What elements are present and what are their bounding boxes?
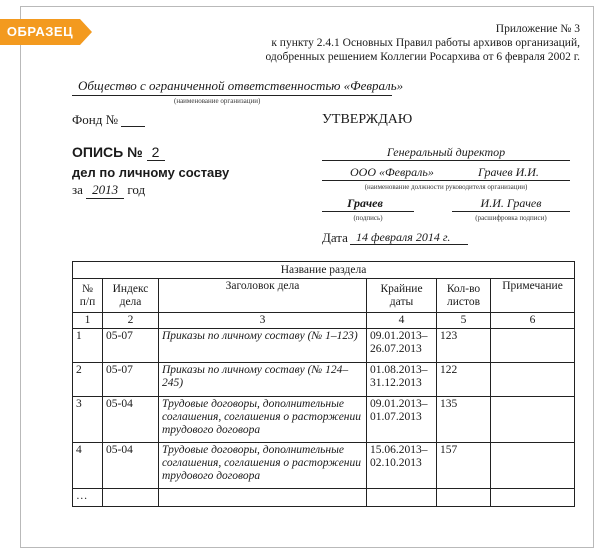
row-note	[491, 363, 575, 397]
signatory-position: Генеральный директор	[386, 145, 506, 159]
appendix-line-2: к пункту 2.4.1 Основных Правил работы архивов организаций,	[271, 37, 580, 49]
row-title: Трудовые договоры, дополнительные соглашения, соглашения о расторжении трудового договора	[159, 397, 367, 443]
row-num: 4	[73, 443, 103, 489]
row-dates: 01.08.2013– 31.12.2013	[367, 363, 437, 397]
position-caption: (наименование должности руководителя организации)	[364, 183, 528, 191]
row-dates: 09.01.2013– 26.07.2013	[367, 329, 437, 363]
fund-label: Фонд №	[72, 112, 118, 127]
row-note	[491, 443, 575, 489]
header-num: № п/п	[73, 279, 103, 313]
inventory-year-prefix: за	[72, 182, 83, 197]
col-number: 1	[73, 313, 103, 329]
row-dates: 15.06.2013– 02.10.2013	[367, 443, 437, 489]
fund-number-line	[121, 126, 145, 127]
row-sheets: 122	[437, 363, 491, 397]
table-row	[73, 363, 575, 397]
row-title: Приказы по личному составу (№ 124–245)	[159, 363, 367, 397]
row-index: 05-07	[103, 363, 159, 397]
col-number: 3	[159, 313, 367, 329]
col-number: 6	[491, 313, 575, 329]
signature-decipher: И.И. Грачев	[480, 196, 542, 210]
table-row-ellipsis	[73, 489, 575, 507]
date-label: Дата	[322, 230, 348, 245]
section-header: Название раздела	[73, 262, 575, 279]
row-index: 05-04	[103, 443, 159, 489]
sample-badge: ОБРАЗЕЦ	[0, 19, 80, 45]
table-row	[73, 329, 575, 363]
header-dates: Крайние даты	[367, 279, 437, 313]
row-title: Трудовые договоры, дополнительные соглашения, соглашения о расторжении трудового договора	[159, 443, 367, 489]
inventory-year-value: 2013	[86, 182, 124, 199]
row-sheets: 123	[437, 329, 491, 363]
row-sheets: 157	[437, 443, 491, 489]
row-sheets: 135	[437, 397, 491, 443]
row-note	[491, 397, 575, 443]
inventory-table	[72, 261, 575, 507]
inventory-year-suffix: год	[127, 182, 146, 197]
inventory-title-prefix: ОПИСЬ №	[72, 144, 143, 160]
row-title: Приказы по личному составу (№ 1–123)	[159, 329, 367, 363]
header-title: Заголовок дела	[159, 279, 367, 313]
row-num: 3	[73, 397, 103, 443]
inventory-title	[72, 144, 165, 161]
signatory-name-short: Грачев И.И.	[478, 165, 539, 179]
header-index: Индекс дела	[103, 279, 159, 313]
organization-name: Общество с ограниченной ответственностью «Февраль»	[78, 78, 404, 93]
row-dates: 09.01.2013– 01.07.2013	[367, 397, 437, 443]
row-note	[491, 329, 575, 363]
organization-caption: (наименование организации)	[174, 97, 261, 105]
col-number: 2	[103, 313, 159, 329]
signature: Грачев	[347, 196, 383, 210]
ellipsis-cell: …	[73, 489, 103, 507]
table-row	[73, 443, 575, 489]
table-row	[73, 397, 575, 443]
appendix-line-3: одобренных решением Коллегии Росархива от 6 февраля 2002 г.	[265, 51, 580, 63]
row-index: 05-07	[103, 329, 159, 363]
signature-caption: (подпись)	[353, 214, 383, 222]
approve-title: УТВЕРЖДАЮ	[322, 112, 413, 127]
date-value: 14 февраля 2014 г.	[356, 230, 451, 244]
decipher-caption: (расшифровка подписи)	[475, 214, 547, 222]
col-number: 4	[367, 313, 437, 329]
inventory-year	[72, 182, 145, 199]
appendix-line-1: Приложение № 3	[495, 23, 580, 35]
col-number: 5	[437, 313, 491, 329]
row-num: 1	[73, 329, 103, 363]
header-note: Примечание	[491, 279, 575, 313]
row-index: 05-04	[103, 397, 159, 443]
inventory-number: 2	[147, 144, 165, 161]
row-num: 2	[73, 363, 103, 397]
signatory-org: ООО «Февраль»	[350, 165, 434, 179]
inventory-subtitle: дел по личному составу	[72, 165, 230, 180]
header-sheets: Кол-во листов	[437, 279, 491, 313]
